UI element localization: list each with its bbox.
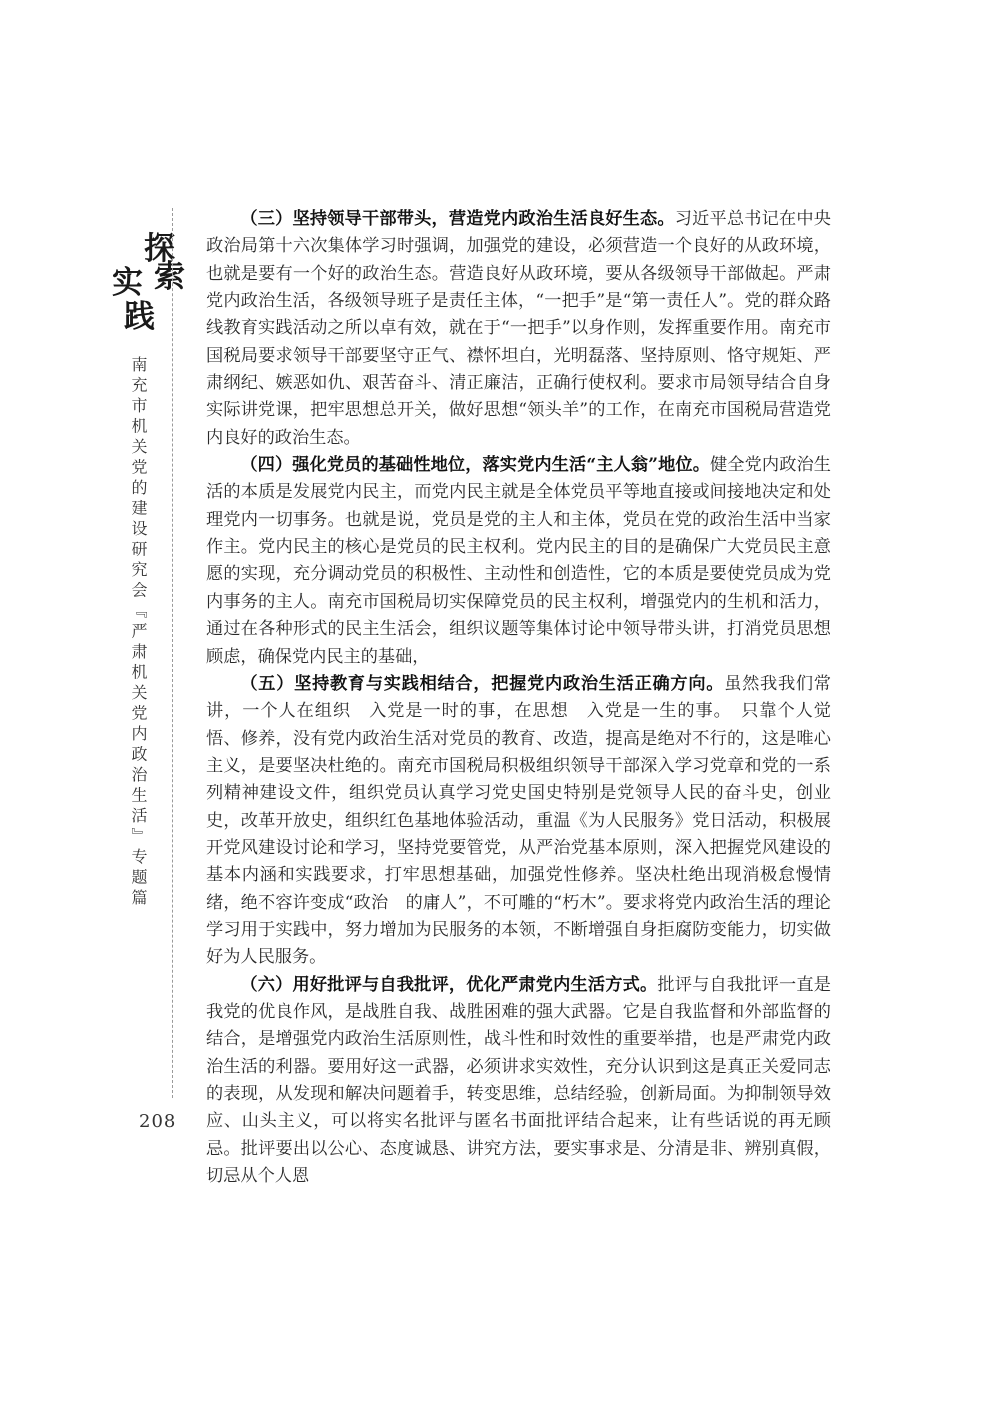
page-number: 208 <box>139 1111 177 1132</box>
paragraph <box>206 972 831 1191</box>
paragraph-heading: （三）坚持领导干部带头，营造党内政治生活良好生态。 <box>240 209 675 229</box>
brush-char: 探 <box>144 231 175 267</box>
series-title: 南充市机关党的建设研究会『严肃机关党内政治生活』专题篇 <box>129 356 148 910</box>
paragraph-heading: （五）坚持教育与实践相结合，把握党内政治生活正确方向。 <box>240 673 725 694</box>
paragraph <box>206 206 831 452</box>
paragraph-heading: （六）用好批评与自我批评，优化严肃党内生活方式。 <box>240 974 658 995</box>
paragraph-text: 健全党内政治生活的本质是发展党内民主，而党内民主就是全体党员平等地直接或间接地决定和处理党内一切事务。也就是说，党员是党的主人和主体，党员在党的政治生活中当家作主。党内民主的核心是党员的民主权利。党内民主的目的是确保广大党员民主意愿的实现，充分调动党员的积极性、主动性和创造性，它的本质是要使党员成为党内事务的主人。南充市国税局切实保障党员的民主权利，增强党内的生机和活力，通过在各种形式的民主生活会，组织议题等集体讨论中领导带头讲，打消党员思想顾虑，确保党内民主的基础， <box>206 455 831 667</box>
paragraph-text: 批评与自我批评一直是我党的优良作风，是战胜自我、战胜困难的强大武器。它是自我监督和外部监督的结合，是增强党内政治生活原则性，战斗性和时效性的重要举措，也是严肃党内政治生活的利器。要用好这一武器，必须讲求实效性，充分认识到这是真正关爱同志的表现，从发现和解决问题着手，转变思维，总结经验，创新局面。为抑制领导效应、山头主义，可以将实名批评与匿名书面批评结合起来，让有些话说的再无顾忌。批评要出以公心、态度诚恳、讲究方法，要实事求是、分清是非、辨别真假，切忌从个人恩 <box>206 974 831 1187</box>
margin-divider <box>172 208 173 1098</box>
paragraph <box>206 671 831 972</box>
brush-char: 索 <box>154 259 185 295</box>
body-text <box>206 206 831 1190</box>
brush-char: 实 <box>112 265 143 301</box>
paragraph <box>206 452 831 671</box>
paragraph-text: 习近平总书记在中央政治局第十六次集体学习时强调，加强党的建设，必须营造一个良好的从政环境，也就是要有一个好的政治生态。营造良好从政环境，要从各级领导干部做起。严肃党内政治生活，各级领导班子是责任主体，“一把手”是“第一责任人”。党的群众路线教育实践活动之所以卓有效，就在于“一把手”以身作则，发挥重要作用。南充市国税局要求领导干部要坚守正气、襟怀坦白，光明磊落、坚持原则、恪守规矩、严肃纲纪、嫉恶如仇、艰苦奋斗、清正廉洁，正确行使权利。要求市局领导结合自身实际讲党课，把牢思想总开关，做好思想“领头羊”的工作，在南充市国税局营造党内良好的政治生态。 <box>206 209 831 448</box>
paragraph-heading: （四）强化党员的基础性地位，落实党内生活“主人翁”地位。 <box>240 455 711 476</box>
series-brush-logo <box>108 231 188 344</box>
paragraph-text: 虽然我我们常讲，一个人在组织 入党是一时的事，在思想 入党是一生的事。 只靠个人觉悟、修养，没有党内政治生活对党员的教育、改造，提高是绝对不行的，这是唯心主义，是要坚决杜绝的。南充市国税局积极组织领导干部深入学习党章和党的一系列精神建设文件，组织党员认真学习党史国史特别是党领导人民的奋斗史，创业史，改革开放史，组织红色基地体验活动，重温《为人民服务》党日活动，积极展开党风建设讨论和学习，坚持党要管党，从严治党基本原则，深入把握党风建设的基本内涵和实践要求，打牢思想基础，加强党性修养。坚决杜绝出现消极怠慢情绪，绝不容许变成“政治 的庸人”，不可雕的“朽木”。要求将党内政治生活的理论学习用于实践中，努力增加为民服务的本领，不断增强自身拒腐防变能力，切实做好为人民服务。 <box>206 673 831 968</box>
brush-char: 践 <box>124 299 155 335</box>
